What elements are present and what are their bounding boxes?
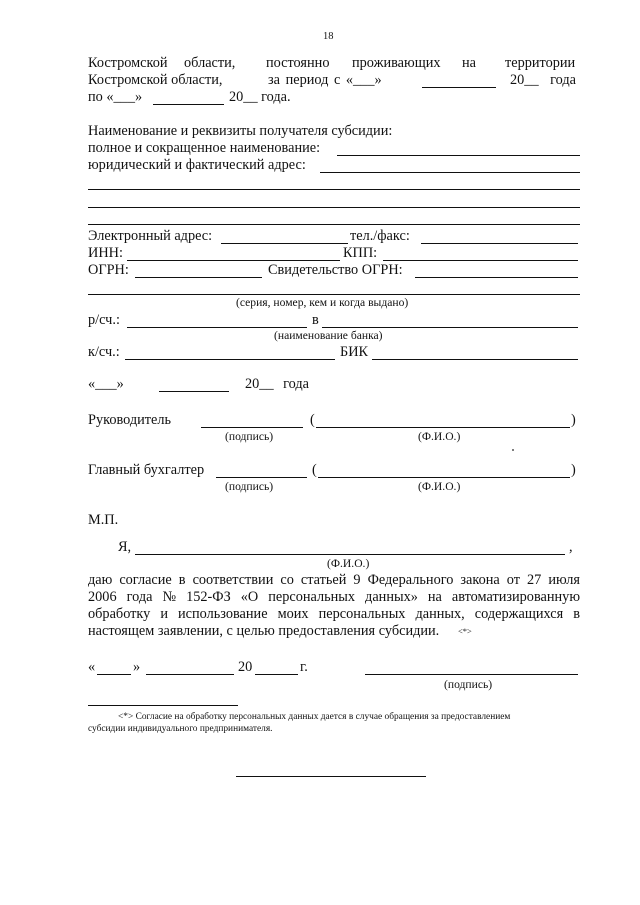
- consent-footnote-mark: <*>: [458, 626, 472, 636]
- footnote-line-2: субсидии индивидуального предпринимателя.: [88, 724, 273, 734]
- footnote-separator: [88, 705, 238, 706]
- head-signature-hint: (подпись): [225, 430, 274, 443]
- period-start-month-field[interactable]: [422, 87, 496, 88]
- account-label: р/сч.:: [88, 312, 120, 328]
- full-name-label: полное и сокращенное наименование:: [88, 140, 321, 156]
- consent-line-4: настоящем заявлении, с целью предоставления субсидии.: [88, 623, 440, 639]
- recipient-heading: Наименование и реквизиты получателя субсидии:: [88, 123, 393, 139]
- intro-line-3a: по «___»: [88, 89, 143, 105]
- consent-word: 27: [527, 572, 542, 588]
- intro-word: области,: [184, 55, 236, 71]
- sign-date-close: »: [133, 659, 141, 675]
- accountant-label: Главный бухгалтер: [88, 462, 205, 478]
- intro-line-2c: 20__ года: [510, 72, 577, 88]
- inn-label: ИНН:: [88, 245, 123, 261]
- corr-account-label: к/сч.:: [88, 344, 120, 360]
- consent-word: закона: [460, 572, 500, 588]
- ogrn-cert-field[interactable]: [415, 277, 578, 278]
- cert-hint: (серия, номер, кем и когда выдано): [236, 296, 409, 309]
- intro-line-3b: 20__ года.: [229, 89, 291, 105]
- accountant-open-paren: (: [312, 462, 317, 478]
- intro-line-2a: Костромской области,: [88, 72, 223, 88]
- sign-year: 20: [238, 659, 253, 675]
- intro-word: постоянно: [266, 55, 330, 71]
- consent-word: даю: [88, 572, 113, 588]
- date-year: 20__ года: [245, 376, 310, 392]
- address-field-line-3[interactable]: [88, 207, 580, 208]
- email-label: Электронный адрес:: [88, 228, 213, 244]
- address-field-line-2[interactable]: [88, 189, 580, 190]
- account-field[interactable]: [127, 327, 307, 328]
- address-field-line-4[interactable]: [88, 224, 580, 225]
- bank-name-field[interactable]: [322, 327, 578, 328]
- consent-i-label: Я,: [118, 539, 132, 555]
- inn-field[interactable]: [127, 260, 340, 261]
- consent-word: персональных: [318, 606, 406, 622]
- closing-rule: [236, 776, 426, 777]
- consent-fio-field[interactable]: [135, 554, 565, 555]
- phone-field[interactable]: [421, 243, 578, 244]
- consent-word: 152-ФЗ: [186, 589, 231, 605]
- full-name-field[interactable]: [337, 155, 580, 156]
- consent-comma: ,: [569, 539, 573, 555]
- consent-word: июля: [548, 572, 580, 588]
- consent-word: на: [427, 589, 442, 605]
- consent-word: соответствии: [192, 572, 274, 588]
- consent-word: Федерального: [367, 572, 454, 588]
- ogrn-cert-details-field[interactable]: [88, 294, 580, 295]
- consent-word: и: [160, 606, 168, 622]
- consent-word: данных»: [365, 589, 418, 605]
- consent-word: года: [126, 589, 153, 605]
- consent-word: со: [280, 572, 294, 588]
- intro-word: на: [462, 55, 476, 71]
- head-signature-field[interactable]: [201, 427, 303, 428]
- phone-label: тел./факс:: [350, 228, 410, 244]
- accountant-signature-field[interactable]: [216, 477, 307, 478]
- consent-word: согласие: [119, 572, 172, 588]
- consent-word: в: [178, 572, 186, 588]
- consent-word: моих: [277, 606, 309, 622]
- consent-word: статьей: [300, 572, 347, 588]
- consent-word: использование: [178, 606, 268, 622]
- head-label: Руководитель: [88, 412, 172, 428]
- consent-word: 2006: [88, 589, 117, 605]
- consent-word: «О: [240, 589, 259, 605]
- head-open-paren: (: [310, 412, 315, 428]
- stamp-label: М.П.: [88, 512, 119, 528]
- address-label: юридический и фактический адрес:: [88, 157, 306, 173]
- scan-speck: [512, 449, 514, 451]
- sign-month-field[interactable]: [146, 674, 234, 675]
- consent-word: №: [162, 589, 177, 605]
- accountant-close-paren: ): [571, 462, 576, 478]
- consent-word: автоматизированную: [451, 589, 580, 605]
- kpp-field[interactable]: [383, 260, 578, 261]
- consent-word: 9: [353, 572, 361, 588]
- consent-word: персональных: [268, 589, 356, 605]
- consent-word: данных,: [415, 606, 465, 622]
- bank-hint: (наименование банка): [274, 329, 383, 342]
- accountant-fio-field[interactable]: [318, 477, 570, 478]
- consent-fio-hint: (Ф.И.О.): [327, 557, 370, 570]
- sign-day-field[interactable]: [97, 674, 131, 675]
- footnote-line-1: <*> Согласие на обработку персональных данных дается в случае обращения за предоставлением: [118, 712, 511, 722]
- head-close-paren: ): [571, 412, 576, 428]
- email-field[interactable]: [221, 243, 348, 244]
- intro-line-2b: за период с «___»: [268, 72, 382, 88]
- consent-word: в: [573, 606, 580, 622]
- applicant-signature-field[interactable]: [365, 674, 578, 675]
- bik-field[interactable]: [372, 359, 578, 360]
- date-month-field[interactable]: [159, 391, 229, 392]
- sign-year-suffix: г.: [300, 659, 308, 675]
- consent-word: содержащихся: [474, 606, 564, 622]
- intro-word: территории: [505, 55, 576, 71]
- intro-word: Костромской: [88, 55, 168, 71]
- ogrn-field[interactable]: [135, 277, 262, 278]
- address-field[interactable]: [320, 172, 580, 173]
- sign-date-open: «: [88, 659, 96, 675]
- page-number: 18: [323, 31, 334, 42]
- accountant-fio-hint: (Ф.И.О.): [418, 480, 461, 493]
- period-end-month-field[interactable]: [153, 104, 224, 105]
- ogrn-cert-label: Свидетельство ОГРН:: [268, 262, 403, 278]
- consent-word: от: [506, 572, 520, 588]
- ogrn-label: ОГРН:: [88, 262, 129, 278]
- corr-account-field[interactable]: [125, 359, 335, 360]
- consent-word: обработку: [88, 606, 151, 622]
- kpp-label: КПП:: [343, 245, 378, 261]
- accountant-signature-hint: (подпись): [225, 480, 274, 493]
- head-fio-field[interactable]: [316, 427, 570, 428]
- intro-word: проживающих: [352, 55, 441, 71]
- applicant-signature-hint: (подпись): [444, 678, 493, 691]
- bank-in-label: в: [312, 312, 319, 328]
- bik-label: БИК: [340, 344, 369, 360]
- head-fio-hint: (Ф.И.О.): [418, 430, 461, 443]
- date-day: «___»: [88, 376, 124, 392]
- sign-year-field[interactable]: [255, 674, 298, 675]
